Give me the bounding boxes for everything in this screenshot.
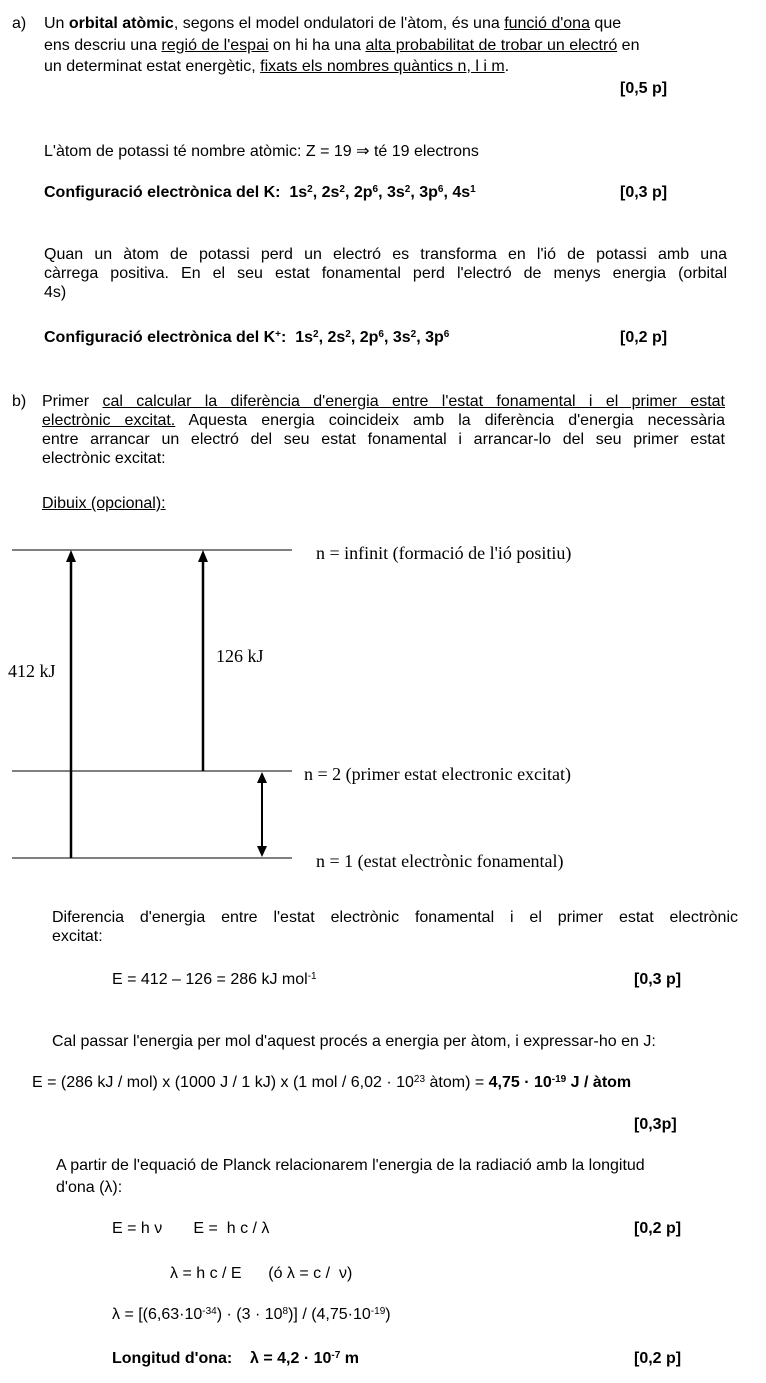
part-b-marker: b)	[12, 393, 27, 410]
term-region: regió de l'espai	[161, 37, 269, 54]
term-wavefunction: funció d'ona	[504, 15, 590, 32]
planck-line-2: d'ona (λ):	[56, 1179, 123, 1196]
config-kplus-label: Configuració electrònica del K	[44, 329, 276, 346]
config-kplus: Configuració electrònica del K+: $1s^2$, $2s^2$, $2p^6$, $3s^2$, $3p^6$	[44, 329, 450, 346]
arrow-126-head	[198, 550, 208, 562]
ion-line-3: 4s)	[44, 284, 67, 301]
term-probability: alta probabilitat de trobar un electró	[365, 37, 618, 54]
wavelength-result: Longitud d'ona: $\lambda = 4,2 \cdot 10^{-7}$ m	[112, 1350, 359, 1367]
drawing-label: Dibuix (opcional):	[42, 495, 166, 512]
text: on hi ha una	[268, 37, 366, 54]
term-energy-difference: cal calcular la diferència d'energia entre l'estat fonamental i el primer estat	[102, 393, 725, 410]
potassium-line: L'àtom de potassi té nombre atòmic: Z = 19 ⇒ té 19 electrons	[44, 143, 479, 160]
ion-line-1: Quan un àtom de potassi perd un electró es transforma en l'ió de potassi amb una	[44, 246, 727, 263]
label-412-kj: 412 kJ	[8, 661, 56, 681]
planck-equation: E = h ν E = h c / λ	[112, 1220, 270, 1237]
wavelength-substitution: $\lambda = [(6,63\cdot 10^{-34}) \cdot (3 \cdot 10^8)] / (4,75\cdot 10^{-19})$	[112, 1306, 391, 1323]
wavelength-formula: λ = h c / E (ó λ = c / ν)	[170, 1265, 353, 1282]
text: en	[617, 37, 640, 54]
energy-per-atom: E = (286 kJ / mol) x (1000 J / 1 kJ) x (1 mol / $6,02 \cdot 10^{23}$ àtom) = $4,75 \cdot 10^{-19}$ J / àtom	[32, 1074, 632, 1091]
wavelength-label: Longitud d'ona:	[112, 1350, 233, 1367]
arrow-412-head	[66, 550, 76, 562]
part-a-marker: a)	[12, 15, 27, 32]
points-b3: [0,2 p]	[634, 1220, 682, 1237]
double-arrow-head-down	[257, 846, 267, 857]
difference-line-2: excitat:	[52, 928, 103, 945]
term-orbital: orbital atòmic	[68, 15, 174, 32]
part-b-line-4: electrònic excitat:	[42, 450, 166, 467]
difference-line-1: Diferencia d'energia entre l'estat electrònic fonamental i el primer estat electrònic	[52, 909, 738, 926]
text: que	[589, 15, 622, 32]
label-level-infinity: n = infinit (formació de l'ió positiu)	[316, 543, 572, 563]
label-level-1: n = 1 (estat electrònic fonamental)	[316, 851, 564, 871]
double-arrow-head-up	[257, 772, 267, 783]
part-b-line-1: Primer cal calcular la diferència d'energia entre l'estat fonamental i el primer estat	[42, 393, 725, 410]
energy-per-mol: E = 412 – 126 = 286 kJ mol$^{-1}$	[112, 971, 317, 988]
text: Un	[44, 15, 69, 32]
config-k: Configuració electrònica del K: $1s^2$, $2s^2$, $2p^6$, $3s^2$, $3p^6$, $4s^1$	[44, 184, 476, 201]
points-a3: [0,2 p]	[620, 329, 668, 346]
points-a2: [0,3 p]	[620, 184, 668, 201]
text: un determinat estat energètic,	[44, 58, 261, 75]
label-126-kj: 126 kJ	[216, 646, 264, 666]
ion-line-2: càrrega positiva. En el seu estat fonamental perd l'electró de menys energia (orbital	[44, 265, 727, 282]
text: .	[504, 58, 510, 75]
points-b4: [0,2 p]	[634, 1350, 682, 1367]
term-quantum-numbers: fixats els nombres quàntics n, l i m	[260, 58, 505, 75]
part-b-line-2: electrònic excitat. Aquesta energia coincideix amb la diferència d'energia necessària	[42, 412, 725, 429]
points-b2: [0,3p]	[634, 1116, 677, 1133]
difference-paragraph	[52, 908, 738, 946]
config-k-label: Configuració electrònica del K:	[44, 184, 281, 201]
text: ens descriu una	[44, 37, 162, 54]
points-b1: [0,3 p]	[634, 971, 682, 988]
conversion-line: Cal passar l'energia per mol d'aquest procés a energia per àtom, i expressar-ho en J:	[52, 1033, 656, 1050]
label-level-2: n = 2 (primer estat electronic excitat)	[304, 764, 572, 784]
points-a1: [0,5 p]	[620, 80, 668, 97]
part-b-line-3: entre arrancar un electró del seu estat fonamental i arrancar-lo del seu primer estat	[42, 431, 725, 448]
planck-line-1: A partir de l'equació de Planck relacionarem l'energia de la radiació amb la longitud	[56, 1157, 645, 1174]
text: , segons el model ondulatori de l'àtom, és una	[173, 15, 505, 32]
